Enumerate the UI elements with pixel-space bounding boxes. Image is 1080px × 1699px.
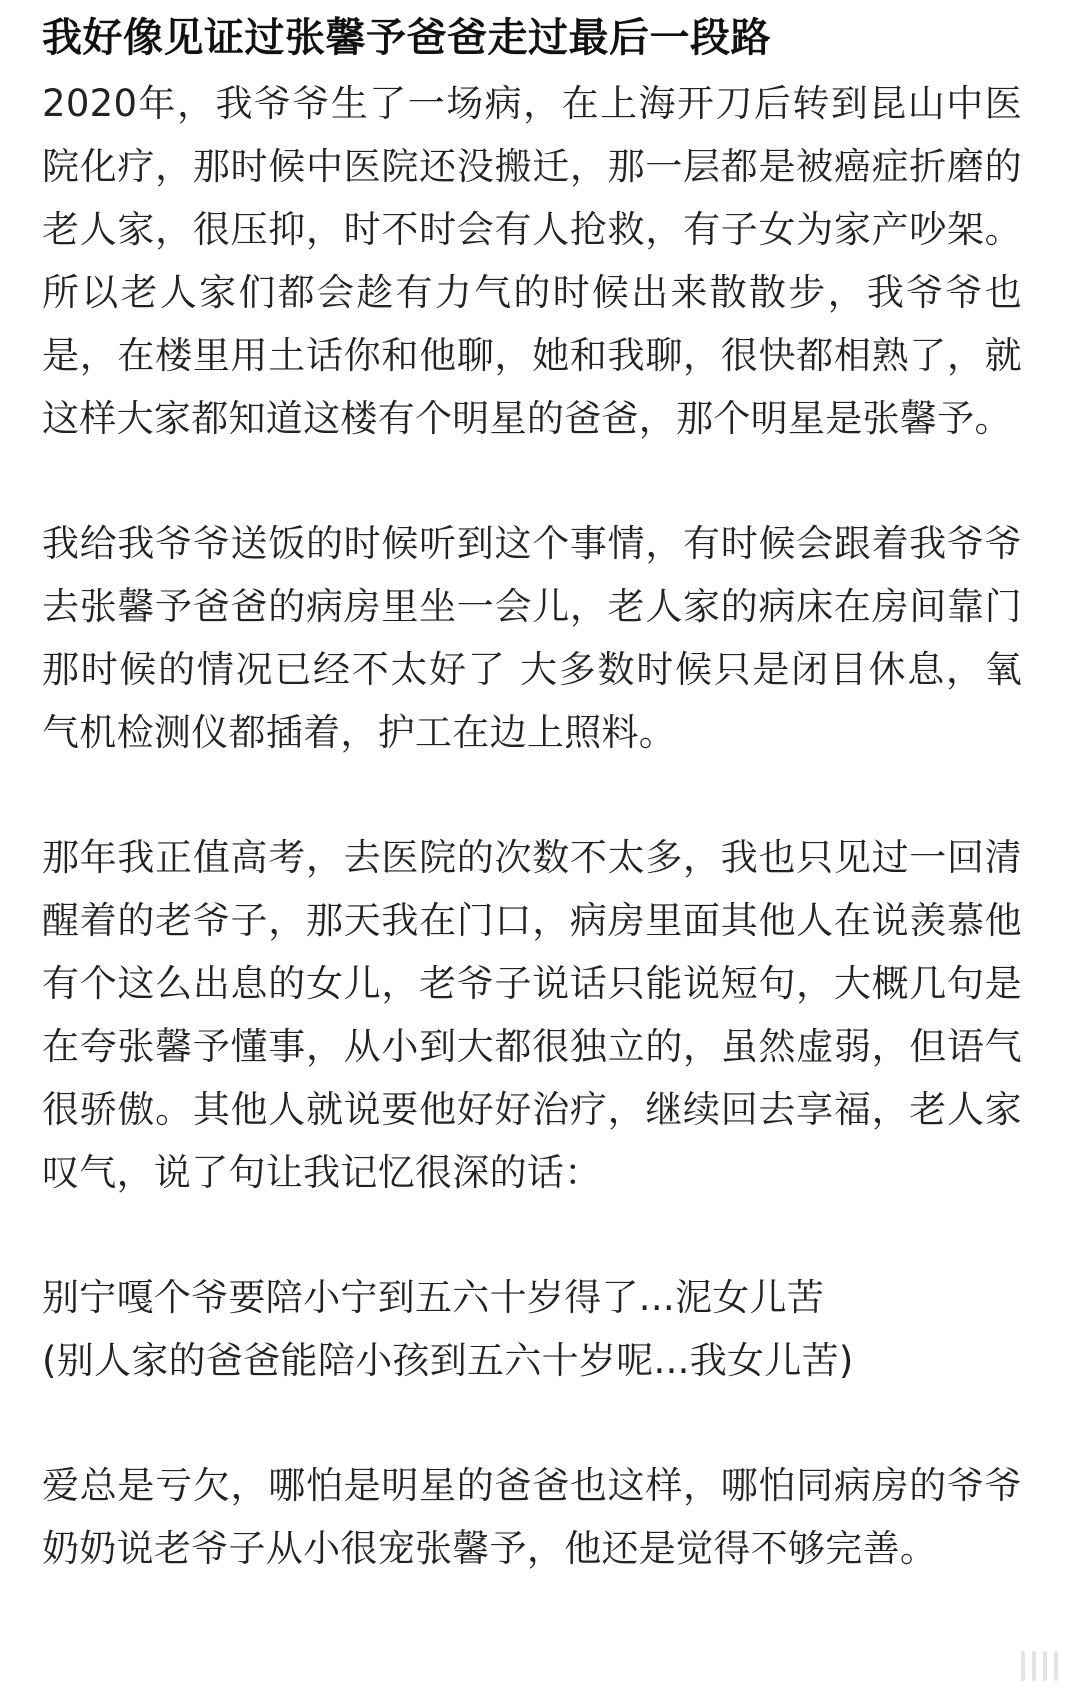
quote-block	[42, 1266, 1022, 1392]
article	[42, 8, 1022, 1580]
paragraph-1: 2020年，我爷爷生了一场病，在上海开刀后转到昆山中医院化疗，那时候中医院还没搬迁，那一层都是被癌症折磨的老人家，很压抑，时不时会有人抢救，有子女为家产吵架。所以老人家们都会趁有力气的时候出来散散步，我爷爷也是，在楼里用土话你和他聊，她和我聊，很快都相熟了，就这样大家都知道这楼有个明星的爸爸，那个明星是张馨予。	[42, 82, 1022, 440]
closing-paragraph: 爱总是亏欠，哪怕是明星的爸爸也这样，哪怕同病房的爷爷奶奶说老爷子从小很宠张馨予，他还是觉得不够完善。	[42, 1464, 1022, 1570]
watermark-logo-icon	[1021, 1651, 1058, 1681]
quote-translation: (别人家的爸爸能陪小孩到五六十岁呢...我女儿苦)	[42, 1339, 854, 1382]
quote-dialect: 别宁嘎个爷要陪小宁到五六十岁得了...泥女儿苦	[42, 1276, 825, 1319]
watermark	[920, 1629, 1080, 1699]
paragraph-3: 那年我正值高考，去医院的次数不太多，我也只见过一回清醒着的老爷子，那天我在门口，病房里面其他人在说羡慕他有个这么出息的女儿，老爷子说话只能说短句，大概几句是在夸张馨予懂事，从小到大都很独立的，虽然虚弱，但语气很骄傲。其他人就说要他好好治疗，继续回去享福，老人家叹气，说了句让我记忆很深的话：	[42, 836, 1022, 1194]
article-title: 我好像见证过张馨予爸爸走过最后一段路	[42, 15, 771, 61]
paragraph-2: 我给我爷爷送饭的时候听到这个事情，有时候会跟着我爷爷去张馨予爸爸的病房里坐一会儿，老人家的病床在房间靠门 那时候的情况已经不太好了 大多数时候只是闭目休息，氧气机检测仪都插着，护工在边上照料。	[42, 522, 1022, 754]
